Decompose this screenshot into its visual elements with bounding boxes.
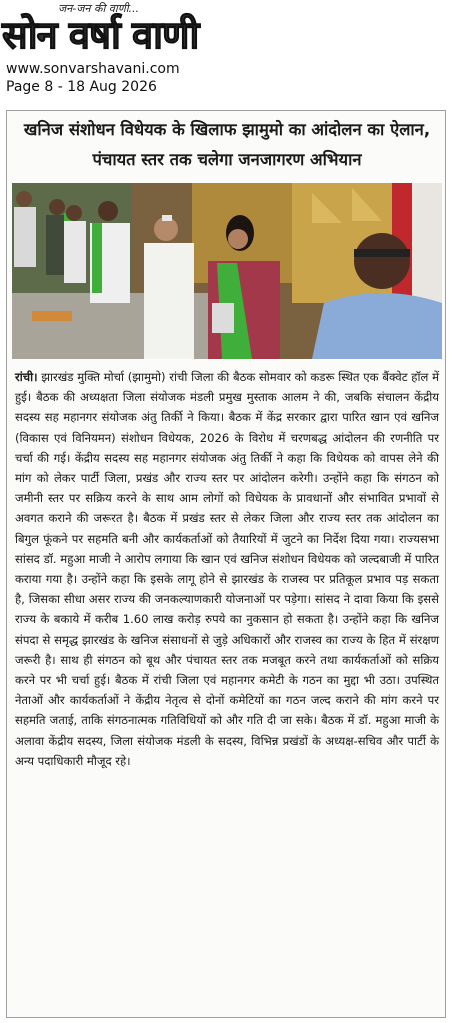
article-headline: खनिज संशोधन विधेयक के खिलाफ झामुमो का आंदोलन का ऐलान, पंचायत स्तर तक चलेगा जनजागरण अभियान bbox=[23, 120, 431, 169]
article-body bbox=[15, 367, 439, 771]
newspaper-logo: सोन वर्षा वाणी bbox=[2, 13, 199, 57]
masthead bbox=[0, 0, 452, 60]
article-body-text: झारखंड मुक्ति मोर्चा (झामुमो) रांची जिला की बैठक सोमवार को कडरू स्थित एक बैंक्वेट हॉल में हुई। बैठक की अध्यक्षता जिला संयोजक मंडली प्रमुख मुस्ताक आलम ने की, जबकि संचालन केंद्रीय सदस्य सह महानगर संयोजक अंतु तिर्की ने किया। बैठक में केंद्र सरकार द्वारा पारित खान एवं खनिज (विकास एवं विनियमन) संशोधन विधेयक, 2026 के विरोध में चरणबद्ध आंदोलन की रणनीति पर चर्चा की गई। केंद्रीय सदस्य सह महानगर संयोजक अंतु तिर्की ने कहा कि विधेयक को वापस लेने की मांग को लेकर पार्टी जिला, प्रखंड और राज्य स्तर पर आंदोलन करेगी। उन्होंने कहा कि संगठन को जमीनी स्तर पर सक्रिय करने के साथ आम लोगों को विधेयक के प्रावधानों और संभावित प्रभावों से अवगत कराने की जरूरत है। बैठक में प्रखंड स्तर से लेकर जिला और राज्य स्तर तक आंदोलन का बिगुल फूंकने पर सहमति बनी और कार्यकर्ताओं को तैयारियों में जुटने का निर्देश दिया गया। राज्यसभा सांसद डॉ. महुआ माजी ने आरोप लगाया कि खान एवं खनिज संशोधन विधेयक को जल्दबाजी में पारित कराया गया है। उन्होंने कहा कि इसके लागू होने से झारखंड के राजस्व पर प्रतिकूल प्रभाव पड़ सकता है, जिसका सीधा असर राज्य की जनकल्याणकारी योजनाओं पर पड़ेगा। सांसद ने दावा किया कि इससे राज्य के बकाये में करीब 1.60 लाख करोड़ रुपये का नुकसान हो सकता है। उन्होंने कहा कि खनिज संपदा से समृद्ध झारखंड के खनिज संसाधनों से जुड़े अधिकारों और राजस्व का राज्य के हित में संरक्षण जरूरी है। साथ ही संगठन को बूथ और पंचायत स्तर तक मजबूत करने तथा कार्यकर्ताओं को सक्रिय करने पर भी चर्चा हुई। बैठक में रांची जिला एवं महानगर कमेटी के गठन का मुद्दा भी उठा। उपस्थित नेताओं और कार्यकर्ताओं ने केंद्रीय नेतृत्व से दोनों कमेटियों का गठन जल्द कराने की मांग करने पर सहमति जताई, ताकि संगठनात्मक गतिविधियों को और गति दी जा सके। बैठक में डॉ. महुआ माजी के अलावा केंद्रीय सदस्य, जिला संयोजक मंडली के सदस्य, विभिन्न प्रखंडों के अध्यक्ष-सचिव और पार्टी के अन्य पदाधिकारी मौजूद रहे। bbox=[15, 370, 440, 768]
meeting-photo-illustration bbox=[12, 183, 442, 359]
article-dateline: रांची। bbox=[15, 370, 38, 384]
news-article bbox=[6, 110, 446, 1018]
masthead-tagline: जन-जन की वाणी... bbox=[58, 2, 140, 15]
article-photo bbox=[12, 183, 442, 359]
page-info: Page 8 - 18 Aug 2026 bbox=[6, 79, 157, 95]
website-url[interactable]: www.sonvarshavani.com bbox=[6, 61, 180, 77]
page-meta bbox=[6, 60, 180, 96]
